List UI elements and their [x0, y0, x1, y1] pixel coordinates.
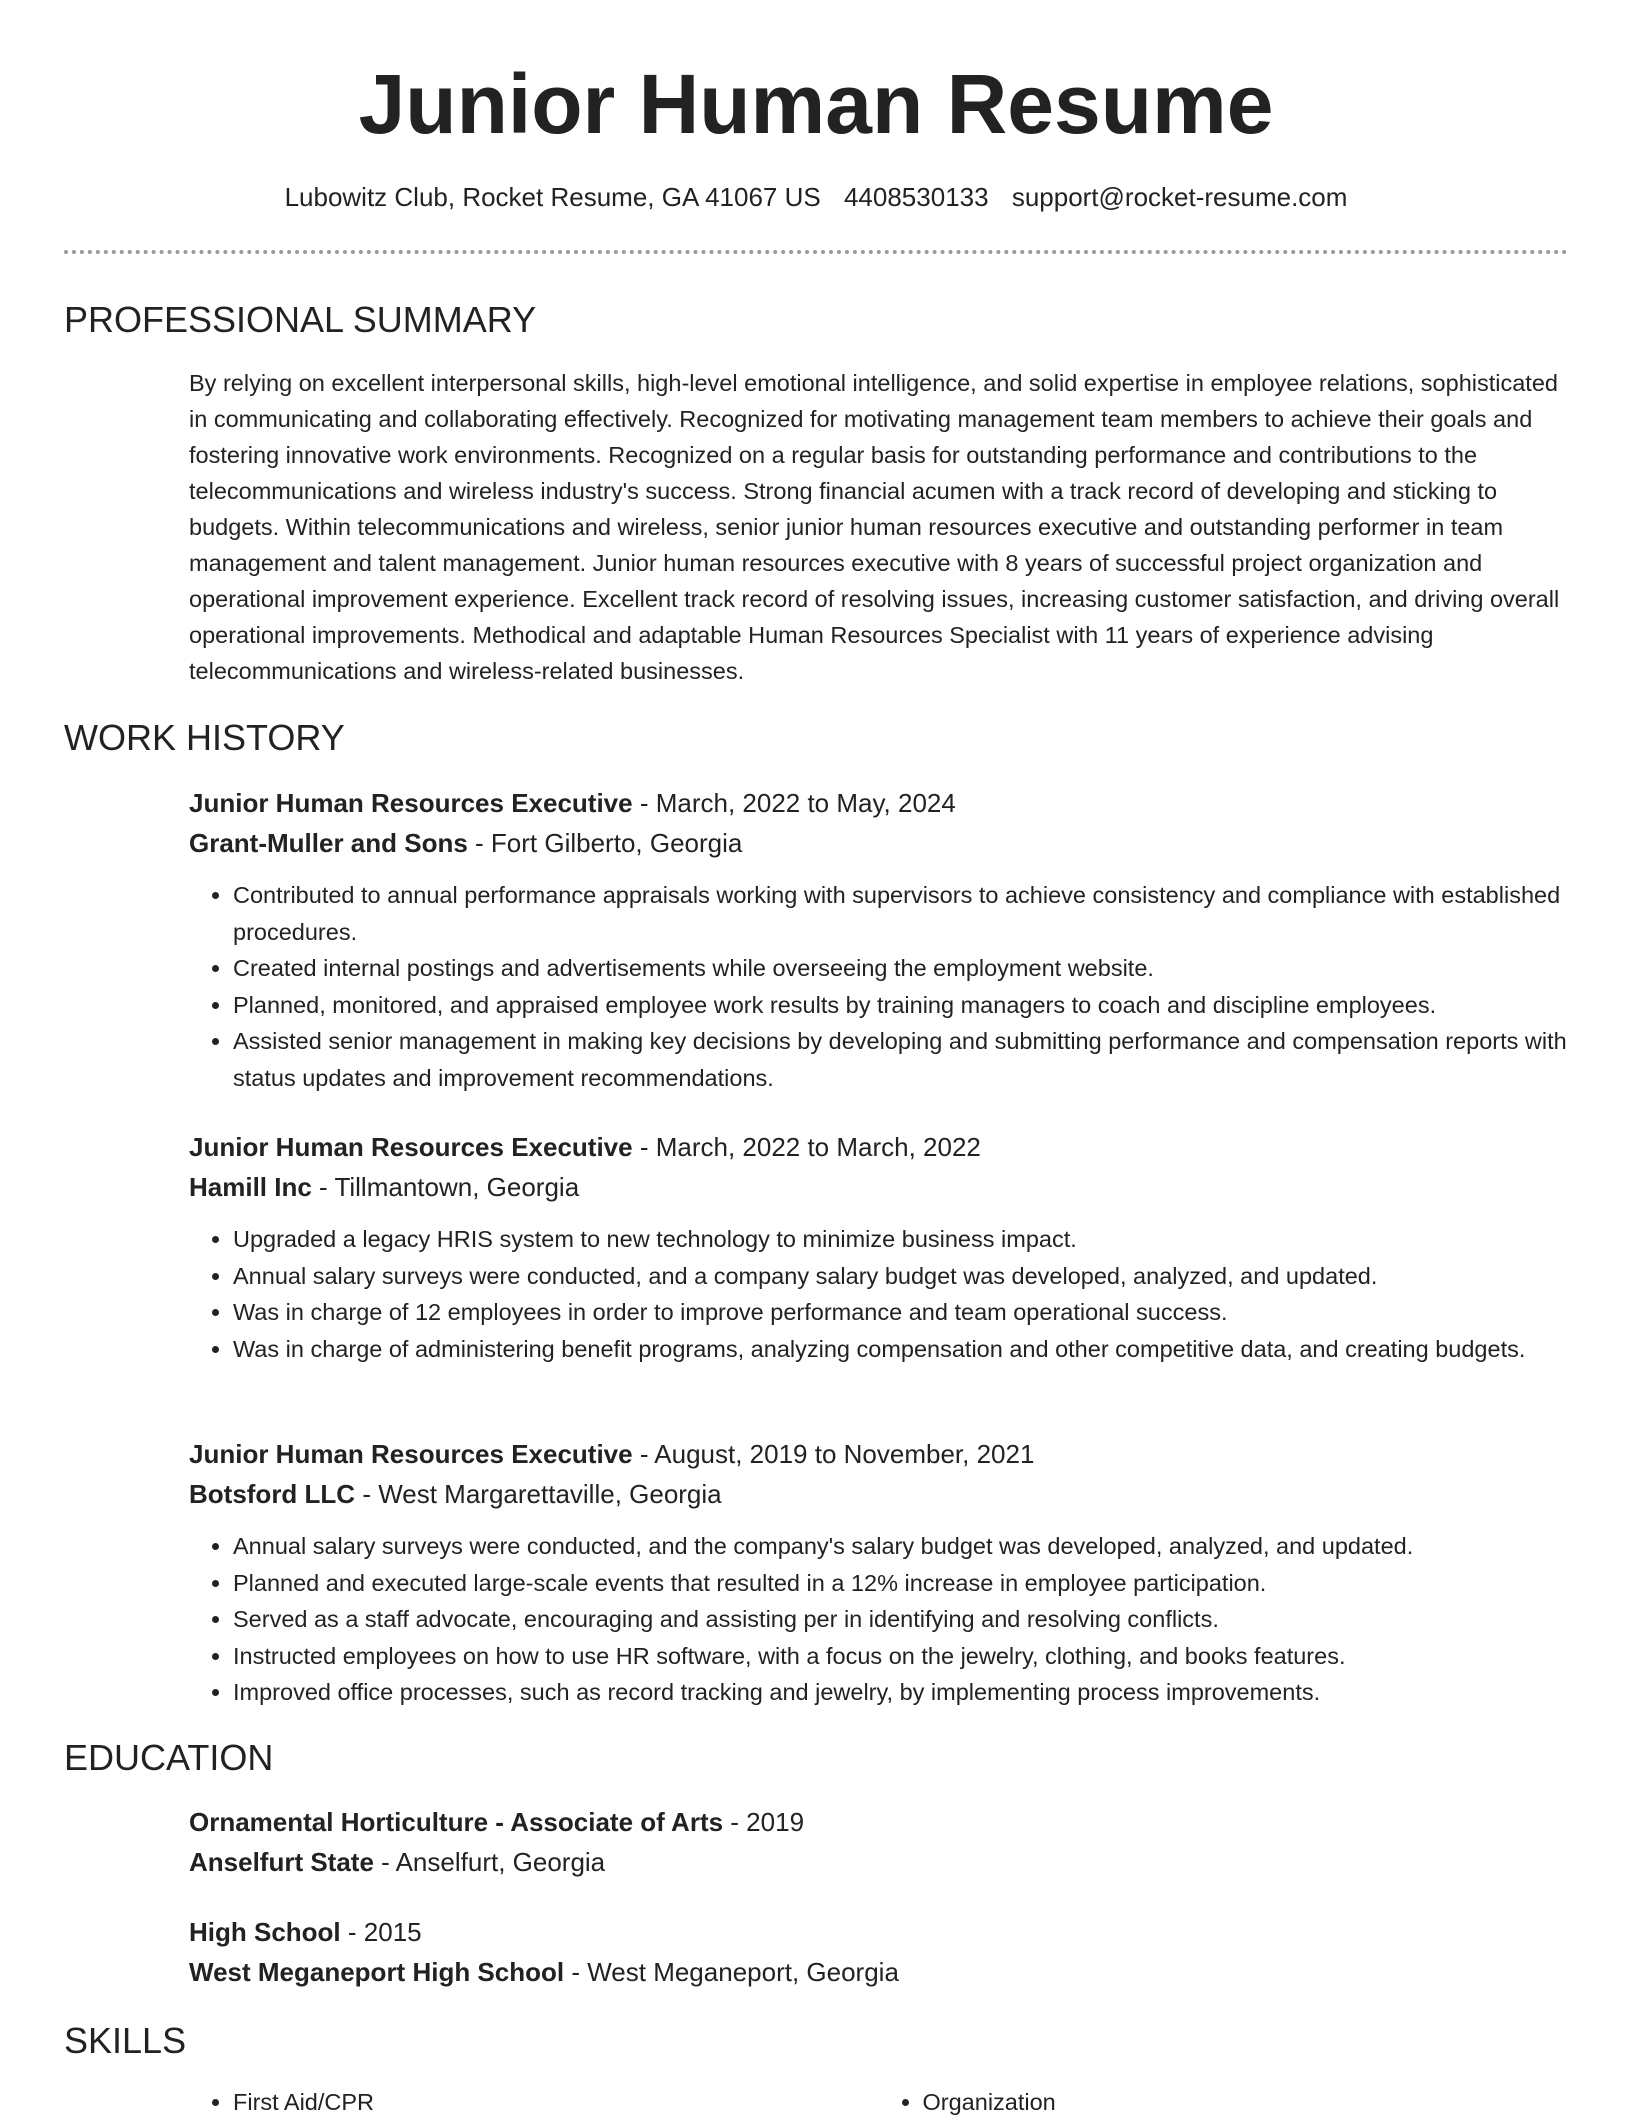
education-degree: High School: [189, 1917, 341, 1947]
job-bullet: • Improved office processes, such as record tracking and jewelry, by implementing process improvements.: [233, 1674, 1568, 1711]
job-bullet: • Assisted senior management in making key decisions by developing and submitting performance and compensation reports with status updates and improvement recommendations.: [233, 1023, 1568, 1096]
skills-grid: [189, 2084, 1568, 2120]
job-bullet: • Contributed to annual performance appraisals working with supervisors to achieve consistency and compliance with established procedures.: [233, 877, 1568, 950]
job-bullets: [189, 877, 1568, 1096]
contact-phone: 4408530133: [843, 182, 989, 212]
job-role: Junior Human Resources Executive: [189, 1439, 633, 1469]
education-school: Anselfurt State: [189, 1847, 374, 1877]
job-title-line: [189, 783, 1568, 823]
job-location: - Tillmantown, Georgia: [311, 1172, 580, 1202]
job-bullet: • Was in charge of administering benefit programs, analyzing compensation and other competitive data, and creating budgets.: [233, 1331, 1568, 1368]
education-degree-line: [189, 1912, 1568, 1952]
job-bullet: • Annual salary surveys were conducted, and a company salary budget was developed, analyzed, and updated.: [233, 1258, 1568, 1295]
education-degree-line: [189, 1802, 1568, 1842]
job-company-line: [189, 1167, 1568, 1207]
job-bullet: • Instructed employees on how to use HR software, with a focus on the jewelry, clothing, and books features.: [233, 1638, 1568, 1675]
resume-name: Junior Human Resume: [358, 57, 1274, 151]
summary-block: [189, 365, 1568, 689]
education-location: - Anselfurt, Georgia: [373, 1847, 606, 1877]
job-entry: [189, 1127, 1568, 1367]
education-school-line: [189, 1842, 1568, 1882]
contact-email: support@rocket-resume.com: [1011, 182, 1348, 212]
job-role: Junior Human Resources Executive: [189, 788, 633, 818]
job-company: Hamill Inc: [189, 1172, 312, 1202]
skills-list: [189, 2084, 1568, 2120]
section-title-education: EDUCATION: [64, 1737, 274, 1778]
job-dates: - August, 2019 to November, 2021: [632, 1439, 1035, 1469]
education-entry: [189, 1912, 1568, 1992]
job-title-line: [189, 1434, 1568, 1474]
contact-line: [64, 180, 1568, 214]
job-bullet: • Was in charge of 12 employees in order to improve performance and team operational success.: [233, 1294, 1568, 1331]
job-dates: - March, 2022 to May, 2024: [632, 788, 956, 818]
summary-text: By relying on excellent interpersonal skills, high-level emotional intelligence, and solid expertise in employee relations, sophisticated in communicating and collaborating effectively. Recognized for motivating management team members to achieve their goals and fostering innovative work environments. Recognized on a regular basis for outstanding performance and contributions to the telecommunications and wireless industry's success. Strong financial acumen with a track record of developing and sticking to budgets. Within telecommunications and wireless, senior junior human resources executive and outstanding performer in team management and talent management. Junior human resources executive with 8 years of successful project organization and operational improvement experience. Excellent track record of resolving issues, increasing customer satisfaction, and driving overall operational improvements. Methodical and adaptable Human Resources Specialist with 11 years of experience advising telecommunications and wireless-related businesses.: [189, 370, 1560, 684]
job-bullet: • Planned, monitored, and appraised employee work results by training managers to coach and discipline employees.: [233, 987, 1568, 1024]
job-role: Junior Human Resources Executive: [189, 1132, 633, 1162]
education-year: - 2019: [723, 1807, 805, 1837]
job-location: - West Margarettaville, Georgia: [355, 1479, 722, 1509]
job-entry: [189, 1434, 1568, 1711]
section-title-summary: PROFESSIONAL SUMMARY: [64, 299, 537, 340]
job-company-line: [189, 823, 1568, 863]
section-title-work: WORK HISTORY: [64, 717, 345, 758]
education-school: West Meganeport High School: [189, 1957, 565, 1987]
skill-item: • First Aid/CPR: [233, 2084, 879, 2120]
education-location: - West Meganeport, Georgia: [564, 1957, 899, 1987]
job-bullets: [189, 1528, 1568, 1711]
job-bullets: [189, 1221, 1568, 1367]
job-bullet: • Served as a staff advocate, encouraging and assisting per in identifying and resolving conflicts.: [233, 1601, 1568, 1638]
job-entry: [189, 783, 1568, 1096]
job-company-line: [189, 1474, 1568, 1514]
skills-column-right: [879, 2084, 1569, 2120]
job-bullet: • Planned and executed large-scale events that resulted in a 12% increase in employee participation.: [233, 1565, 1568, 1602]
skills-column-left: [189, 2084, 879, 2120]
job-bullet: • Created internal postings and advertisements while overseeing the employment website.: [233, 950, 1568, 987]
job-dates: - March, 2022 to March, 2022: [632, 1132, 981, 1162]
job-location: - Fort Gilberto, Georgia: [467, 828, 743, 858]
contact-address: Lubowitz Club, Rocket Resume, GA 41067 US: [284, 182, 821, 212]
job-company: Grant-Muller and Sons: [189, 828, 468, 858]
job-bullet: • Upgraded a legacy HRIS system to new technology to minimize business impact.: [233, 1221, 1568, 1258]
skill-item: • Organization: [923, 2084, 1569, 2120]
education-degree: Ornamental Horticulture - Associate of Arts: [189, 1807, 724, 1837]
education-entry: [189, 1802, 1568, 1882]
header-divider: [64, 250, 1568, 254]
education-school-line: [189, 1952, 1568, 1992]
section-title-skills: SKILLS: [64, 2020, 187, 2061]
education-year: - 2015: [340, 1917, 422, 1947]
job-company: Botsford LLC: [189, 1479, 356, 1509]
job-title-line: [189, 1127, 1568, 1167]
job-bullet: • Annual salary surveys were conducted, and the company's salary budget was developed, analyzed, and updated.: [233, 1528, 1568, 1565]
